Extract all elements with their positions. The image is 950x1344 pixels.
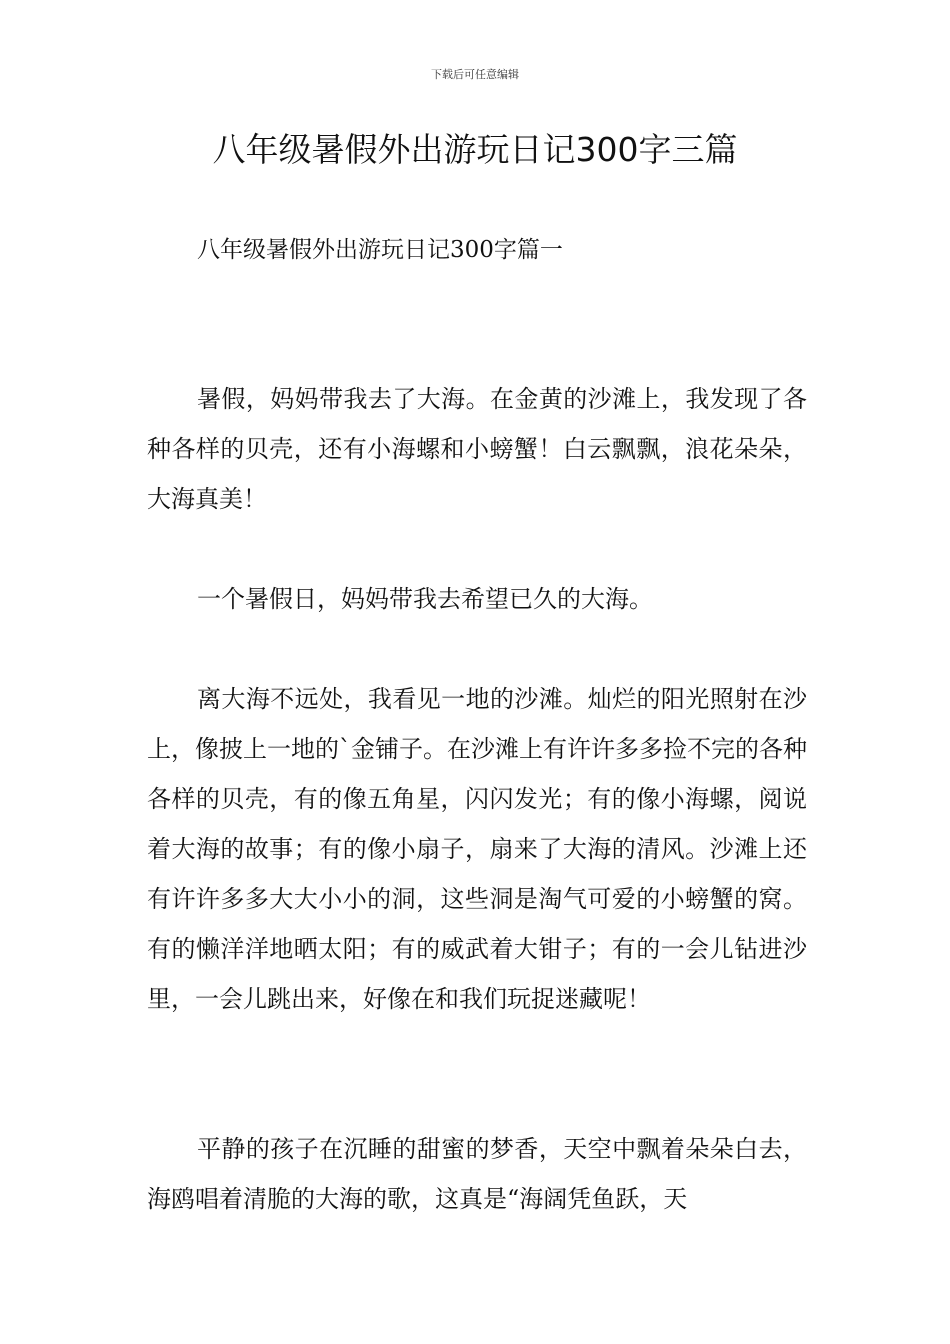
section-heading: 八年级暑假外出游玩日记300字篇一 bbox=[197, 237, 563, 263]
paragraph-2-block bbox=[147, 574, 807, 624]
paragraph-1: 暑假，妈妈带我去了大海。在金黄的沙滩上，我发现了各种各样的贝壳，还有小海螺和小螃蟹！白云飘飘，浪花朵朵，大海真美！ bbox=[147, 385, 807, 513]
paragraph-1-block bbox=[147, 374, 807, 524]
paragraph-3-block bbox=[147, 674, 807, 1024]
paragraph-3: 离大海不远处，我看见一地的沙滩。灿烂的阳光照射在沙上，像披上一地的`金铺子。在沙滩上有许许多多捡不完的各种各样的贝壳，有的像五角星，闪闪发光；有的像小海螺，阅说着大海的故事；有的像小扇子，扇来了大海的清风。沙滩上还有许许多多大大小小的洞，这些洞是淘气可爱的小螃蟹的窝。有的懒洋洋地晒太阳；有的威武着大钳子；有的一会儿钻进沙里，一会儿跳出来，好像在和我们玩捉迷藏呢！ bbox=[147, 685, 807, 1013]
paragraph-4: 平静的孩子在沉睡的甜蜜的梦香，天空中飘着朵朵白去，海鸥唱着清脆的大海的歌，这真是“海阔凭鱼跃，天 bbox=[147, 1135, 807, 1213]
header-note: 下载后可任意编辑 bbox=[431, 68, 519, 81]
paragraph-4-block bbox=[147, 1124, 807, 1224]
paragraph-2: 一个暑假日，妈妈带我去希望已久的大海。 bbox=[197, 585, 653, 613]
document-title: 八年级暑假外出游玩日记300字三篇 bbox=[212, 130, 738, 169]
